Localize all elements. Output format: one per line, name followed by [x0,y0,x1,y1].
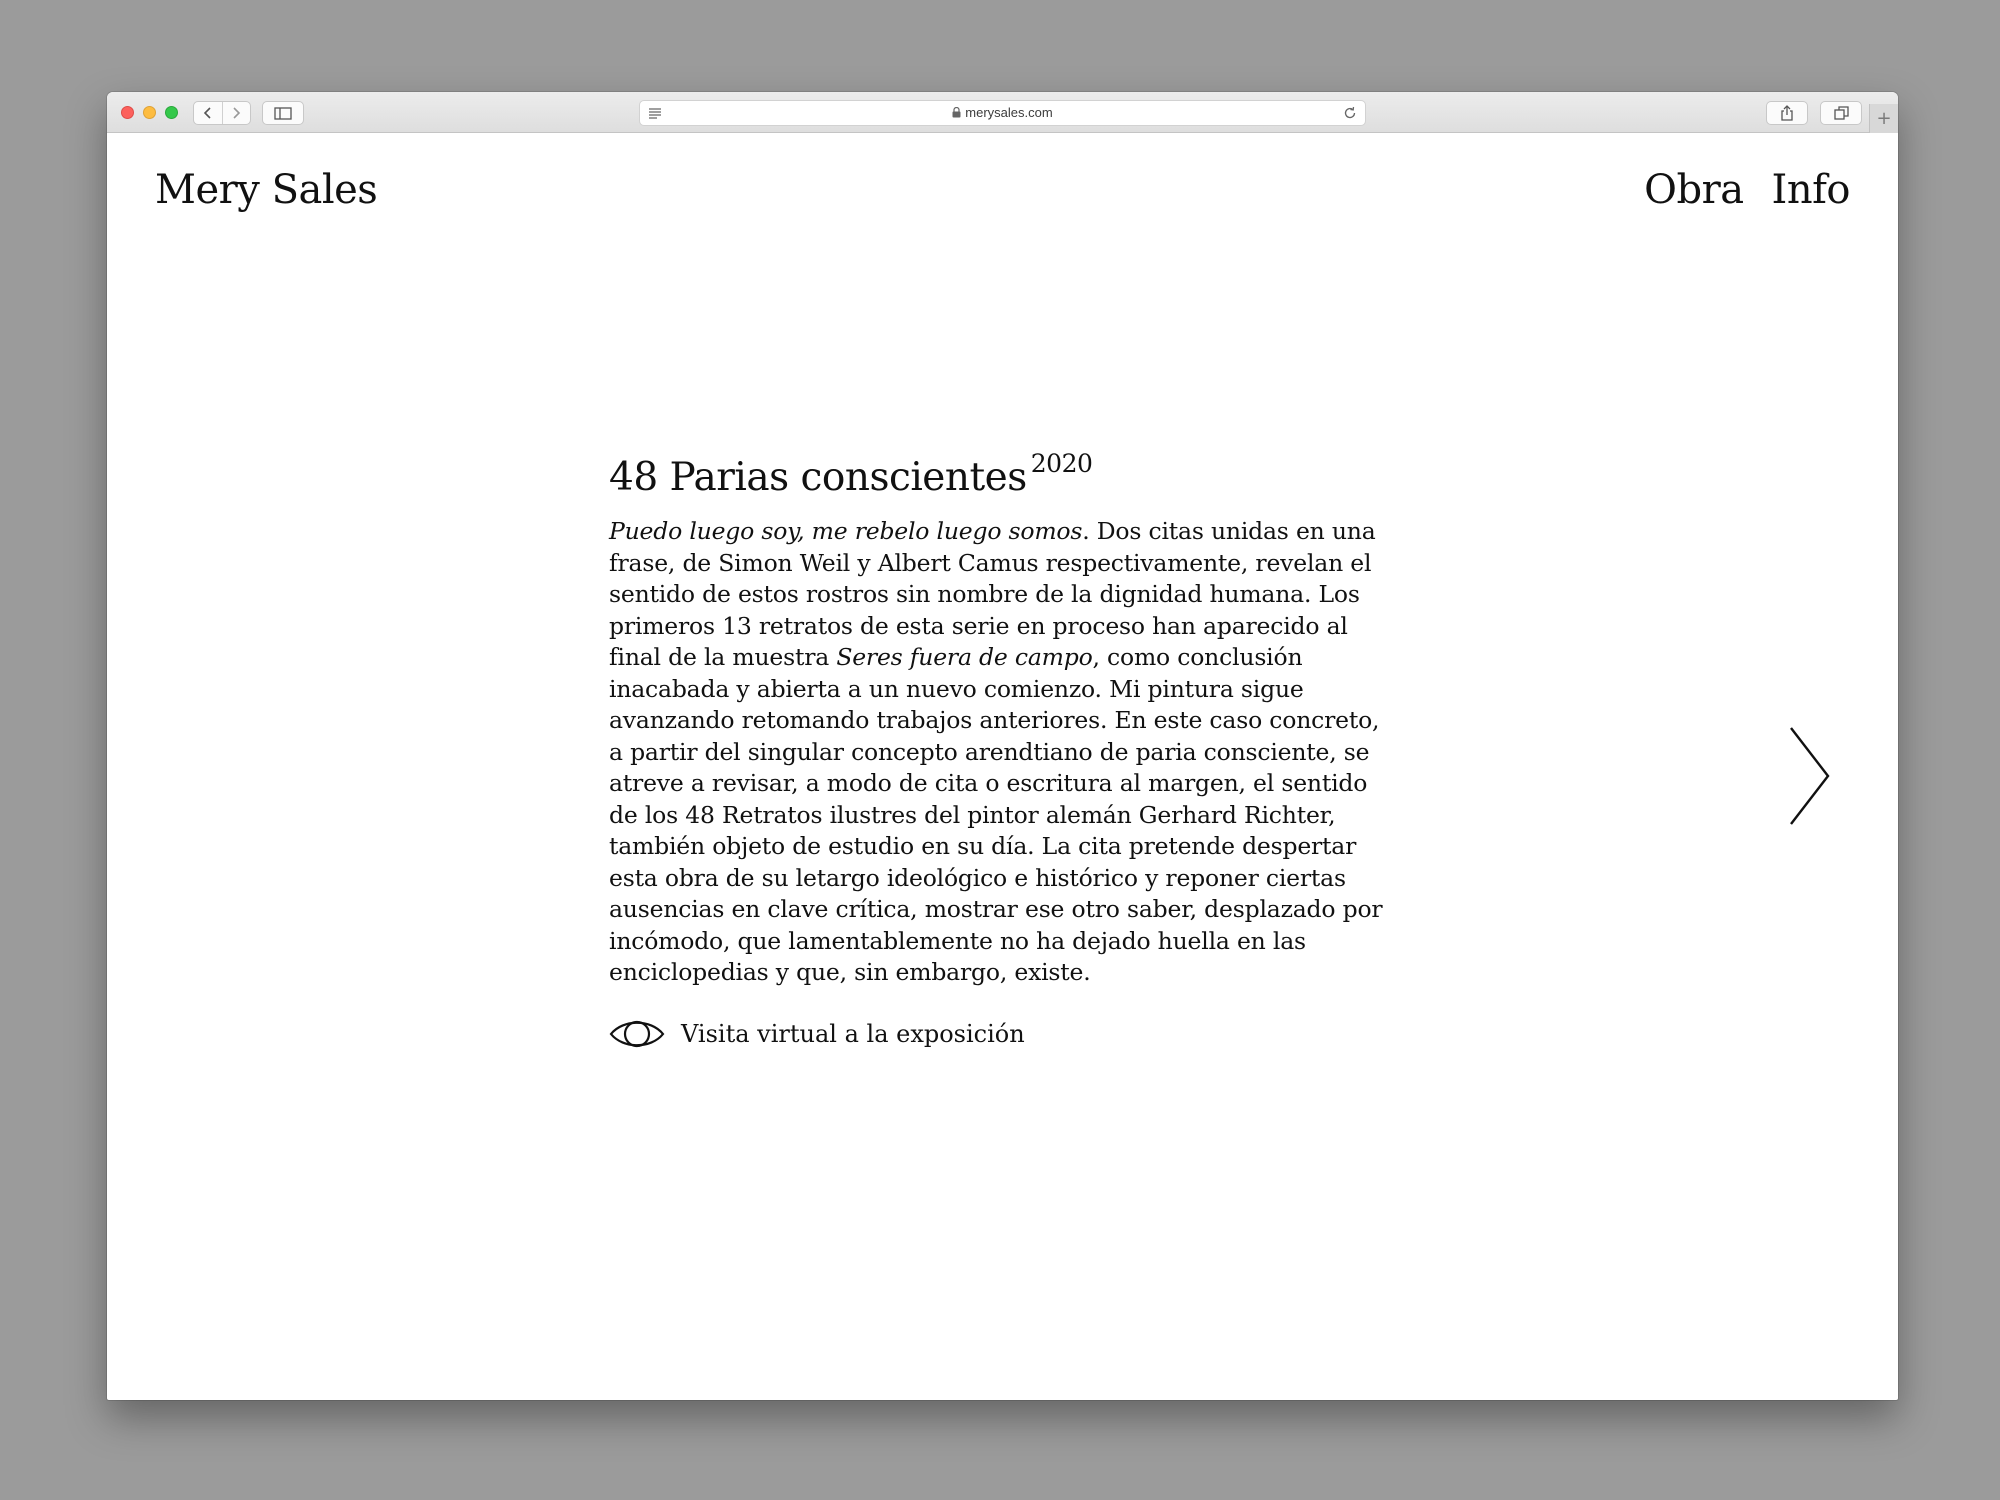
chevron-right-small-icon [231,106,241,120]
next-work-button[interactable] [1788,726,1832,830]
plus-icon: + [1876,108,1892,129]
main-nav [1644,167,1850,213]
new-tab-button[interactable] [1869,104,1898,133]
lock-icon [952,107,961,118]
url-display [640,105,1365,120]
virtual-visit-link[interactable] [609,1017,1399,1051]
virtual-visit-label: Visita virtual a la exposición [681,1019,1025,1048]
history-nav [193,101,251,125]
body-quote: Puedo luego soy, me rebelo luego somos [609,517,1083,545]
reload-icon[interactable] [1343,106,1357,120]
nav-obra[interactable]: Obra [1644,167,1744,213]
share-icon [1780,105,1794,121]
nav-info[interactable]: Info [1771,167,1850,213]
eye-icon [609,1017,665,1051]
body-text-2: , como conclusión inacabada y abierta a un nuevo comienzo. Mi pintura sigue avanzando retomando trabajos anteriores. En este caso concreto, a partir del singular concepto arendtiano de paria consciente, se atreve a revisar, a modo de cita o escritura al margen, el sentido de los 48 Retratos ilustres del pintor alemán Gerhard Richter, también objeto de estudio en su día. La cita pretende despertar esta obra de su letargo ideológico e histórico y reponer ciertas ausencias en clave crítica, mostrar ese otro saber, desplazado por incómodo, que lamentablemente no ha dejado huella en las enciclopedias y que, sin embargo, existe. [609,643,1383,986]
site-title[interactable]: Mery Sales [155,167,378,213]
zoom-window-button[interactable] [165,106,178,119]
browser-window [107,92,1898,1400]
work-title-text: 48 Parias conscientes [609,455,1027,500]
close-window-button[interactable] [121,106,134,119]
sidebar-icon [274,107,292,120]
chevron-left-icon [203,106,213,120]
share-button[interactable] [1766,101,1808,125]
work-title [609,449,1399,500]
page-content [107,133,1898,1400]
minimize-window-button[interactable] [143,106,156,119]
browser-toolbar [107,92,1898,133]
back-button[interactable] [194,102,222,124]
forward-button[interactable] [222,102,251,124]
work-year: 2020 [1030,449,1093,478]
tabs-icon [1834,106,1849,120]
work-body [609,516,1399,989]
work-description [609,449,1399,1051]
address-bar[interactable] [639,100,1366,126]
sidebar-toggle-button[interactable] [262,101,304,125]
body-exhibition-title: Seres fuera de campo [836,643,1093,671]
chevron-right-icon [1788,726,1832,826]
url-text: merysales.com [965,105,1053,120]
tabs-overview-button[interactable] [1820,101,1862,125]
body-text-1: . Dos citas unidas en una frase, de Simon Weil y Albert Camus respectivamente, revelan el sentido de estos rostros sin nombre de la dignidad humana. Los primeros 13 retratos de esta serie en proceso han aparecido al final de la muestra [609,517,1376,671]
